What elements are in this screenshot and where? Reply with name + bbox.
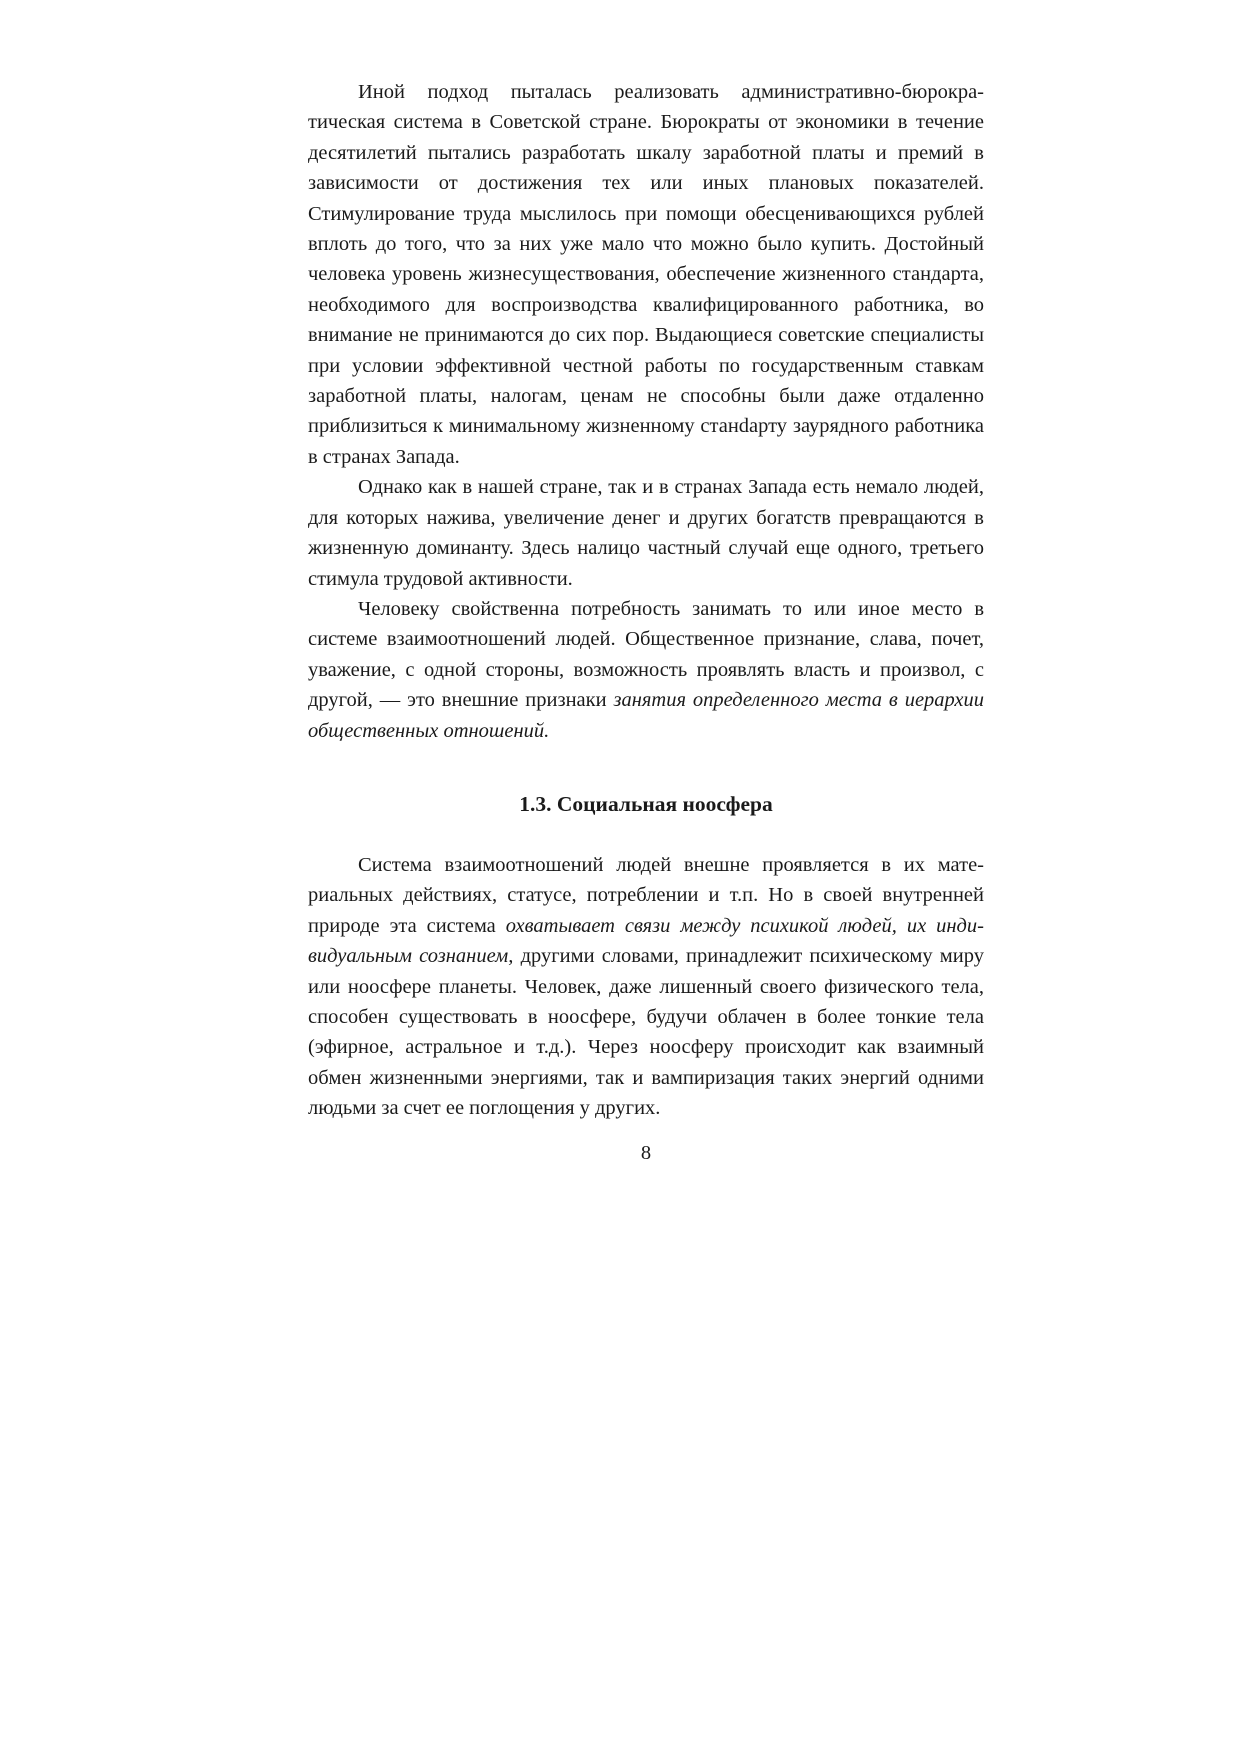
paragraph-2 [308, 472, 984, 594]
section-paragraph-1-text-b: другими словами, принадлежит психическому миру или ноосфере планеты. Человек, даже лишенный своего физического тела, способен существовать в ноосфере, будучи облачен в более тонкие тела (эфирное, астральное и т.д.). Через ноосферу происходит как взаимный обмен жизненными энергиями, так и вампиризация таких энергий одними людьми за счет ее поглощения у других. [308, 945, 984, 1120]
document-page [308, 77, 984, 1168]
paragraph-1 [308, 77, 984, 472]
section-paragraph-1 [308, 850, 984, 1124]
section-paragraph-1-italic-text: охватывает связи между психикой людей, их индивидуальным сознанием, [308, 914, 984, 968]
paragraph-1-text: Иной подход пыталась реализовать административно-бюрократическая система в Советской стране. Бюрократы от экономики в течение десятилетий пытались разработать шкалу заработной платы и премий в зависимости от достижения тех или иных плановых показателей. Стимулирование труда мыслилось при помощи обесценивающихся рублей вплоть до того, что за них уже мало что можно было купить. Достойный человека уровень жизнесуществования, обеспечение жизненного стандарта, необходимого для воспроизводства квалифицированного работника, во внимание не принимаются до сих пор. Выдающиеся советские специалисты при условии эффективной честной работы по государственным ставкам заработной платы, налогам, ценам не способны были даже отдаленно приблизиться к минимальному жизненному станdарту заурядного работника в странах Запада. [308, 81, 984, 468]
section-paragraph-1-text-a: Система взаимоотношений людей внешне проявляется в их материальных действиях, статусе, потреблении и т.п. Но в своей внутренней природе эта система [308, 853, 984, 937]
paragraph-3-italic-text: занятия определенного места в иерархии общественных отношений. [308, 689, 984, 742]
paragraph-3 [308, 594, 984, 746]
paragraph-2-text: Однако как в нашей стране, так и в странах Запада есть немало людей, для которых нажива, увеличение денег и других богатств превращаются в жизненную доминанту. Здесь налицо частный случай еще одного, третьего стимула трудовой активности. [308, 476, 984, 590]
section-heading: 1.3. Социальная ноосфера [519, 791, 773, 816]
paragraph-3-text: Человеку свойственна потребность занимать то или иное место в системе взаимоотношений людей. Общественное признание, слава, почет, уважение, с одной стороны, возможность проявлять власть и произвол, с другой, — это внешние признаки [308, 597, 984, 712]
page-number: 8 [640, 1141, 652, 1164]
